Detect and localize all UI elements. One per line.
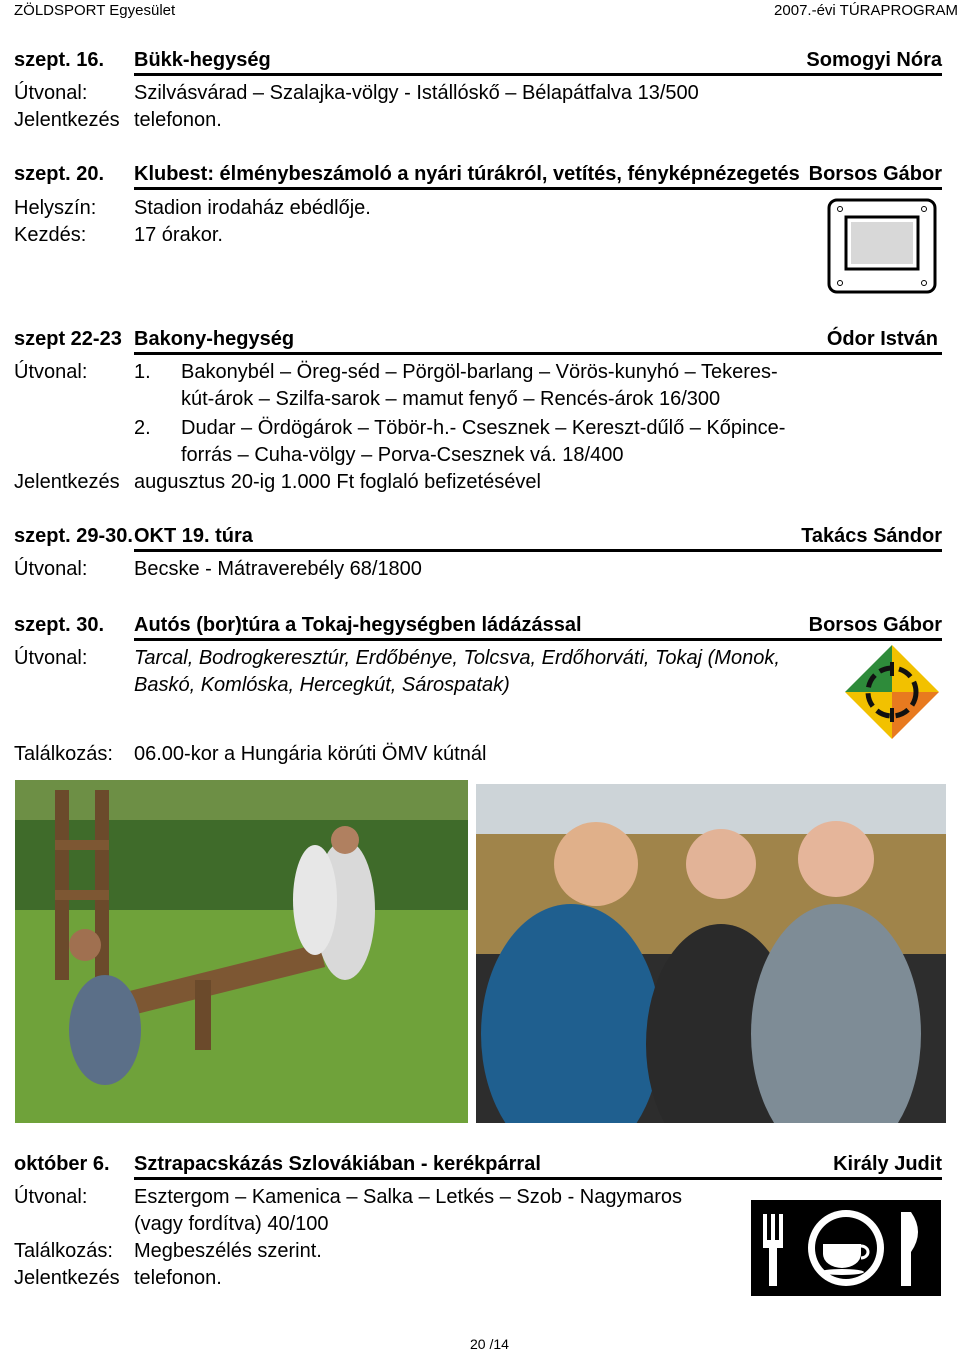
signup-value: augusztus 20-ig 1.000 Ft foglaló befizetésével	[134, 471, 541, 493]
event-leader: Borsos Gábor	[808, 163, 942, 185]
route-item-number: 1.	[134, 361, 151, 383]
route-item-line: Dudar – Ördögárok – Töbör-h.- Csesznek – Kereszt-dűlő – Kőpince-	[181, 417, 786, 439]
event-leader: Takács Sándor	[801, 525, 942, 547]
event-title: Bükk-hegység	[134, 49, 271, 71]
signup-label: Jelentkezés	[14, 1267, 120, 1289]
divider	[134, 1177, 942, 1180]
meeting-value: 06.00-kor a Hungária körúti ÖMV kútnál	[134, 743, 487, 765]
event-date: szept. 29-30.	[14, 525, 133, 547]
event-date: szept. 30.	[14, 614, 105, 636]
event-leader: Király Judit	[833, 1153, 942, 1175]
header-org-name: ZÖLDSPORT Egyesület	[14, 2, 176, 19]
start-label: Kezdés:	[14, 224, 87, 246]
route-value: Esztergom – Kamenica – Salka – Letkés – Szob - Nagymaros	[134, 1186, 683, 1208]
event-title: Klubest: élménybeszámoló a nyári túrákról, vetítés, fényképnézegetés	[134, 163, 800, 185]
restaurant-icon	[751, 1200, 941, 1296]
event-date: október 6.	[14, 1153, 110, 1175]
meeting-label: Találkozás:	[14, 1240, 113, 1262]
event-title: Autós (bor)túra a Tokaj-hegységben ládázással	[134, 614, 582, 636]
route-label: Útvonal:	[14, 82, 88, 104]
route-item-line: Bakonybél – Öreg-séd – Pörgöl-barlang – Vörös-kunyhó – Tekeres-	[181, 361, 778, 383]
geocache-icon	[842, 642, 942, 742]
signup-label: Jelentkezés	[14, 109, 120, 131]
route-label: Útvonal:	[14, 361, 88, 383]
route-label: Útvonal:	[14, 558, 88, 580]
event-leader: Borsos Gábor	[808, 614, 942, 636]
event-date: szept. 20.	[14, 163, 105, 185]
event-title: Bakony-hegység	[134, 328, 295, 350]
route-value: Becske - Mátraverebély 68/1800	[134, 558, 422, 580]
event-date: szept 22-23	[14, 328, 122, 350]
signup-value: telefonon.	[134, 109, 222, 131]
photo-women-with-cameras	[476, 784, 946, 1123]
page-number: 20 /14	[470, 1336, 509, 1352]
divider	[134, 187, 942, 190]
photo-playground-group	[15, 780, 468, 1123]
route-label: Útvonal:	[14, 647, 88, 669]
location-label: Helyszín:	[14, 197, 97, 219]
event-leader: Ódor István	[826, 328, 938, 350]
event-title: OKT 19. túra	[134, 525, 253, 547]
route-item-number: 2.	[134, 417, 151, 439]
divider	[134, 352, 942, 355]
location-value: Stadion irodaház ebédlője.	[134, 197, 371, 219]
route-item-line: kút-árok – Szilfa-sarok – mamut fenyő – Rencés-árok 16/300	[181, 388, 721, 410]
meeting-value: Megbeszélés szerint.	[134, 1240, 322, 1262]
route-value: Baskó, Komlóska, Hercegkút, Sárospatak)	[134, 674, 510, 696]
event-date: szept. 16.	[14, 49, 105, 71]
divider	[134, 73, 942, 76]
event-title: Sztrapacskázás Szlovákiában - kerékpárral	[134, 1153, 541, 1175]
header-program-title: 2007.-évi TÚRAPROGRAM	[774, 2, 958, 19]
route-label: Útvonal:	[14, 1186, 88, 1208]
signup-value: telefonon.	[134, 1267, 222, 1289]
divider	[134, 638, 942, 641]
start-value: 17 órakor.	[134, 224, 223, 246]
route-value: Tarcal, Bodrogkeresztúr, Erdőbénye, Tolcsva, Erdőhorváti, Tokaj (Monok,	[134, 647, 780, 669]
divider	[134, 549, 942, 552]
signup-label: Jelentkezés	[14, 471, 120, 493]
meeting-label: Találkozás:	[14, 743, 113, 765]
event-leader: Somogyi Nóra	[806, 49, 942, 71]
route-item-line: forrás – Cuha-völgy – Porva-Csesznek vá. 18/400	[181, 444, 624, 466]
route-value: Szilvásvárad – Szalajka-völgy - Istállóskő – Bélapátfalva 13/500	[134, 82, 699, 104]
route-value: (vagy fordítva) 40/100	[134, 1213, 329, 1235]
projection-screen-icon	[826, 197, 938, 295]
